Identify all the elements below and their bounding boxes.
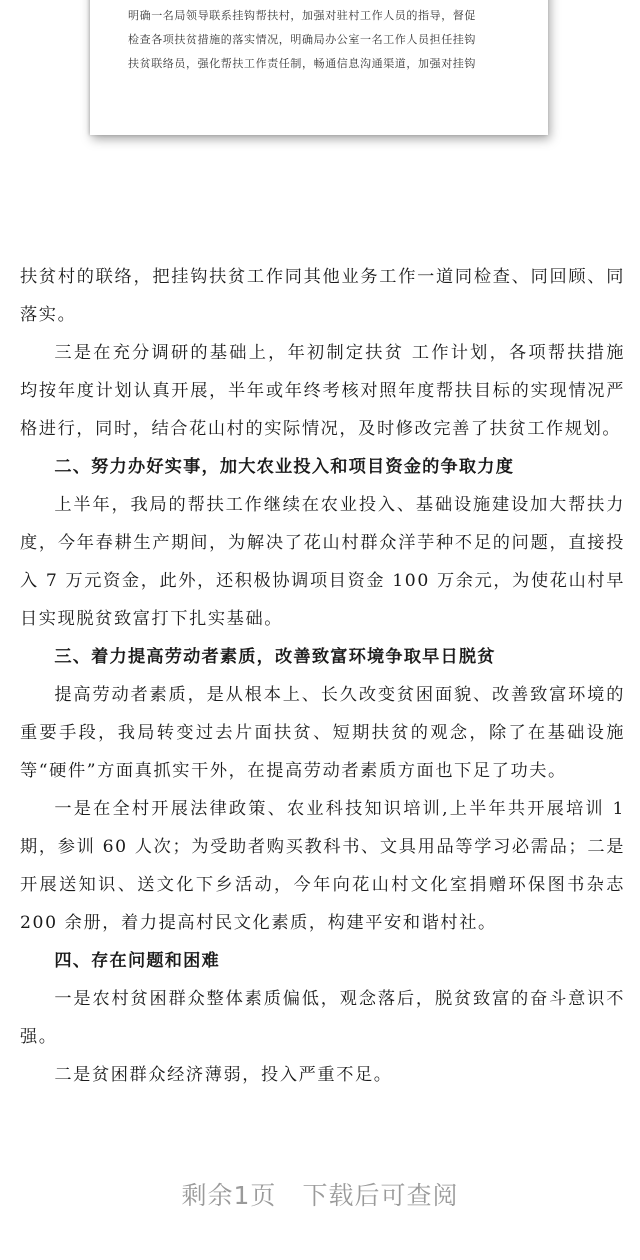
preview-text [128, 4, 528, 76]
paragraph: 提高劳动者素质，是从根本上、长久改变贫困面貌、改善致富环境的重要手段，我局转变过去片面扶贫、短期扶贫的观念，除了在基础设施等“硬件”方面真抓实干外，在提高劳动者素质方面也下足了功夫。 [20, 685, 625, 781]
paragraph: 三是在充分调研的基础上，年初制定扶贫 工作计划，各项帮扶措施均按年度计划认真开展，半年或年终考核对照年度帮扶目标的实现情况严格进行，同时，结合花山村的实际情况，及时修改完善了扶贫工作规划。 [20, 343, 625, 439]
preview-line: 扶贫联络员，强化帮扶工作责任制，畅通信息沟通渠道，加强对挂钩 [128, 57, 476, 70]
paragraph: 二是贫困群众经济薄弱，投入严重不足。 [54, 1065, 393, 1085]
paragraph: 一是在全村开展法律政策、农业科技知识培训,上半年共开展培训 1 期，参训 60 人次；为受助者购买教科书、文具用品等学习必需品；二是开展送知识、送文化下乡活动，今年向花山村文化室捐赠环保图书杂志 200 余册，着力提高村民文化素质，构建平安和谐村社。 [20, 799, 625, 933]
document-body [20, 258, 625, 1094]
paragraph: 扶贫村的联络，把挂钩扶贫工作同其他业务工作一道同检查、同回顾、同落实。 [20, 267, 625, 325]
section-heading: 三、着力提高劳动者素质，改善致富环境争取早日脱贫 [54, 647, 496, 667]
download-to-view-link[interactable]: 下载后可查阅 [302, 1181, 459, 1210]
preview-line: 明确一名局领导联系挂钩帮扶村，加强对驻村工作人员的指导，督促 [128, 9, 476, 22]
section-heading: 二、努力办好实事，加大农业投入和项目资金的争取力度 [54, 457, 515, 477]
section-heading: 四、存在问题和困难 [54, 951, 220, 971]
paragraph: 上半年，我局的帮扶工作继续在农业投入、基础设施建设加大帮扶力度，今年春耕生产期间，为解决了花山村群众洋芋种不足的问题，直接投入 7 万元资金，此外，还积极协调项目资金 100 万余元，为使花山村早日实现脱贫致富打下扎实基础。 [20, 495, 625, 629]
remaining-pages-label[interactable]: 剩余1页 [181, 1181, 277, 1210]
document-preview-card [90, 0, 548, 135]
remaining-pages-bar[interactable] [0, 1176, 640, 1212]
preview-line: 检查各项扶贫措施的落实情况，明确局办公室一名工作人员担任挂钩 [128, 33, 476, 46]
paragraph: 一是农村贫困群众整体素质偏低，观念落后，脱贫致富的奋斗意识不强。 [20, 989, 625, 1047]
